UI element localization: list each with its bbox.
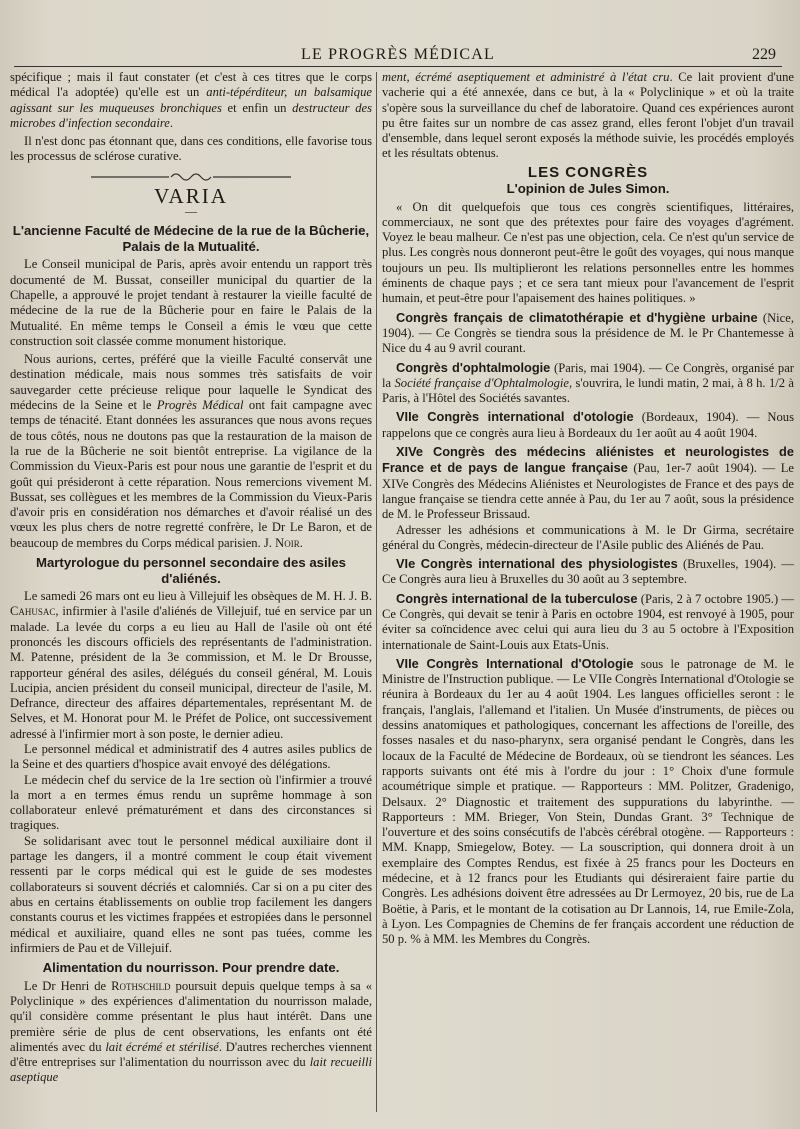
ornament-divider: [10, 171, 372, 185]
article-paragraph: Le personnel médical et administratif des 4 autres asiles publics de la Seine et des quartiers d'hospice avait envoyé des délégations.: [10, 741, 372, 772]
article-title-opinion: L'opinion de Jules Simon.: [506, 181, 670, 197]
congress-entry: XIVe Congrès des médecins aliénistes et neurologistes de France et de pays de langue française (Pau, 1er-7 août 1904). — Le XIVe Congrès des Médecins Aliénistes et Neurologistes de France et des pays de langue française se tiendra cette année à Pau, du 1er au 7 août, sous la présidence de M. le Professeur Brissaud.: [382, 444, 794, 522]
article-title-martyrologue: Martyrologue du personnel secondaire des asiles d'aliénés.: [35, 555, 346, 586]
congress-entry: Congrès international de la tuberculose (Paris, 2 à 7 octobre 1905.) — Ce Congrès, qui devait se tenir à Paris en octobre 1904, est renvoyé à 1905, pour éviter sa coïncidence avec celui qui aura lieu du 3 au 5 octobre à l'Exposition internationale de Saint-Louis aux Etats-Unis.: [382, 590, 794, 652]
article-paragraph: Le Dr Henri de Rothschild poursuit depuis quelque temps à sa « Polyclinique » des expériences d'alimentation du nourrisson malade, qu'il considère comme présentant le plus haut intérêt. Dans une première série de plus de cent observations, les enfants ont été alimentés avec du lait écrémé et stérilisé. D'autres recherches viennent d'être entreprises sur l'alimentation du nourrisson avec du lait recueilli aseptique: [10, 978, 372, 1085]
intro-paragraph-2: Il n'est donc pas étonnant que, dans ces conditions, elle favorise tous les processus de sclérose curative.: [10, 134, 372, 164]
journal-title: LE PROGRÈS MÉDICAL: [300, 46, 496, 63]
congress-entry: Adresser les adhésions et communications à M. le Dr Girma, secrétaire général du Congrès, médecin-directeur de l'Asile public des Aliénés de Pau.: [382, 522, 794, 552]
congress-entry: VIe Congrès international des physiologistes (Bruxelles, 1904). — Ce Congrès aura lieu à Bruxelles du 30 août au 3 septembre.: [382, 556, 794, 587]
article-paragraph: Le samedi 26 mars ont eu lieu à Villejuif les obsèques de M. H. J. B. Cahusac, infirmier à l'asile d'aliénés de Villejuif, tué en service par un malade. La levée du corps a eu lieu au Hall de l'asile où ont été prononcés les discours officiels des représentants de l'administration. M. Patenne, président de la 3e commission, et M. le Dr Brousse, rapporteur général des asiles, délégués du conseil général, M. Louis Lucipia, ancien président du conseil municipal, directeur de l'asile, M. Defrance, directeur des affaires départementales, représentant M. de Selves, et M. Honorat pour M. le Préfet de Police, ont successivement adressé à l'infirmier mort à son poste, le dernier adieu.: [10, 589, 372, 741]
article-title-alimentation: Alimentation du nourrisson. Pour prendre date.: [42, 960, 340, 976]
article-paragraph: Se solidarisant avec tout le personnel médical auxiliaire dont il partage les dangers, il a montré comment le coup était vivement ressenti par le corps médical qui est le guide de ses modestes collaborateurs si souvent décriés et calomniés. Car si on a pu citer des abus en certains établissements on oublie trop facilement les dangers constants courus et les victimes frappées et estropiées dans le personnel médical et auxiliaire, quand elles ne sont pas tuées, comme les infirmiers de Pau et de Villejuif.: [10, 833, 372, 955]
page-header: [14, 42, 782, 67]
title-dash: —: [185, 204, 197, 219]
section-title-varia: VARIA: [154, 183, 228, 208]
article-paragraph: Le Conseil municipal de Paris, après avoir entendu un rapport très documenté de M. Bussat, conseiller municipal du quartier de la Chapelle, a approuvé le projet tendant à restaurer la vieille faculté de médecine de la rue de la Bûcherie pour en faire le Palais de la Mutualité. En même temps le Conseil a émis le vœu que cette construction soit classée comme monument historique.: [10, 257, 372, 348]
congress-entry: Congrès d'ophtalmologie (Paris, mai 1904). — Ce Congrès, organisé par la Société française d'Ophtalmologie, s'ouvrira, le lundi matin, 2 mai, à 8 h. 1/2 à Paris, à l'Hôtel des Sociétés savantes.: [382, 359, 795, 406]
intro-paragraph-1: spécifique ; mais il faut constater (et c'est à ces titres que le corps médical l'a adoptée) qu'elle est un anti-tépérditeur, un balsamique agissant sur les muqueuses bronchiques et enfin un destructeur des microbes d'infection secondaire.: [10, 70, 373, 130]
continuation-paragraph: ment, écrémé aseptiquement et administré à l'état cru. Ce lait provient d'une vacherie qui a été annexée, dans ce but, à la « Polyclinique » et où la traite s'opère sous la surveillance du chef de laboratoire. Quand ces expériences auront pu être faites sur un nombre de cas assez grand, elles feront l'objet d'un travail d'ensemble, dans lequel seront exposés la méthode suivie, les procédés employés et les résultats obtenus.: [382, 70, 794, 161]
column-divider: [376, 72, 377, 1112]
right-column: [382, 70, 794, 951]
article-paragraph: Le médecin chef du service de la 1re section où l'infirmier a trouvé la mort a en termes émus rendu un suprême hommage à son collaborateur enlevé prématurément et dans des circonstances si tragiques.: [10, 772, 372, 833]
congress-entry: Congrès français de climatothérapie et d'hygiène urbaine (Nice, 1904). — Ce Congrès se tiendra sous la présidence de M. le Pr Chantemesse à Nice du 4 au 9 avril courant.: [382, 309, 794, 356]
congress-entry: VIIe Congrès International d'Otologie sous le patronage de M. le Ministre de l'Instruction publique. — Le VIIe Congrès International d'Otologie se réunira à Bordeaux du 1er au 4 août 1904. Les langues officielles seront : le français, l'anglais, l'allemand et l'italien. Un Musée d'instruments, de pièces ou dessins anatomiques et pathologiques, concernant les affections de l'oreille, des fosses nasales et du naso-pharynx, sera organisé pendant le Congrès, dans les locaux de la Faculté de Médecine de Bordeaux, où se tiendront les séances. Les rapports suivants ont été mis à l'ordre du jour : 1° Choix d'une formule acoumétrique simple et pratique. — Rapporteurs : MM. Politzer, Gradenigo, Delsaux. 2° Diagnostic et traitement des suppurations du labyrinthe. — Rapporteurs : MM. Brieger, Von Stein, Dundas Grant. 3° Technique de l'ouverture et des soins consécutifs de l'abcès cérébral otogène. — Rapporteurs : MM. Knapp, Smiegelow, Botey. — La souscription, qui donnera droit à un exemplaire des Comptes Rendus, est fixée à 25 francs pour les Docteurs en médecine, et à 12 francs pour les Etudiants qui désireraient faire partie du Congrès. Les adhésions doivent être adressées au Dr Lermoyez, 20 bis, rue de La Boëtie, à Paris, et le montant de la cotisation au Dr Lannois, 14, rue Emile-Zola, à Lyon. Les Compagnies de Chemins de fer français accordent une réduction de 50 p. % à MM. les Membres du Congrès.: [382, 655, 794, 947]
page-number: 229: [752, 46, 776, 63]
congress-entry: VIIe Congrès international d'otologie (Bordeaux, 1904). — Nous rappelons que ce congrès aura lieu à Bordeaux du 1er août au 4 août 1904.: [382, 409, 794, 440]
section-title-congres: LES CONGRÈS: [527, 163, 649, 181]
article-paragraph: Nous aurions, certes, préféré que la vieille Faculté conservât une destination médicale, mais nous sommes très satisfaits de voir sauvegarder cette précieuse relique pour laquelle le Syndicat des médecins de la Seine et le Progrès Médical ont fait campagne avec temps de ténacité. Etant données les assurances que nous avons reçues de tous côtés, nous ne doutons pas que la restauration de la maison de la rue de la Bûcherie ne soit bientôt entreprise. La vigilance de la Commission du Vieux-Paris est pour nous une garantie de l'esprit et du goût qui présideront à cette réparation. Nous remercions vivement M. Bussat, ses collègues et les membres de la Commission du Vieux-Paris d'avoir pris en considération nos démarches et d'avoir réalisé un des vœux les plus chers de notre regretté confrère, le Dr Le Baron, et de beaucoup de membres du Corps médical parisien. J. Noir.: [10, 352, 372, 550]
quote-paragraph: « On dit quelquefois que tous ces congrès scientifiques, littéraires, commerciaux, ne sont que des prétextes pour faire des voyages d'agrément. Voyez le beau malheur. Ce n'est pas une objection, cela. Ce n'est qu'un service de plus. Les congrès nous donneront peut-être le goût des voyages, qui nous manque toujours un peu. Ils multiplieront les relations personnelles entre les hommes éminents de chaque pays ; et ce sera tant mieux pour l'avancement de l'esprit humain, et peut-être pour l'apaisement des haines politiques. »: [382, 199, 794, 306]
article-title-faculte: L'ancienne Faculté de Médecine de la rue de la Bûcherie, Palais de la Mutualité.: [12, 223, 370, 254]
left-column: [10, 70, 372, 1086]
